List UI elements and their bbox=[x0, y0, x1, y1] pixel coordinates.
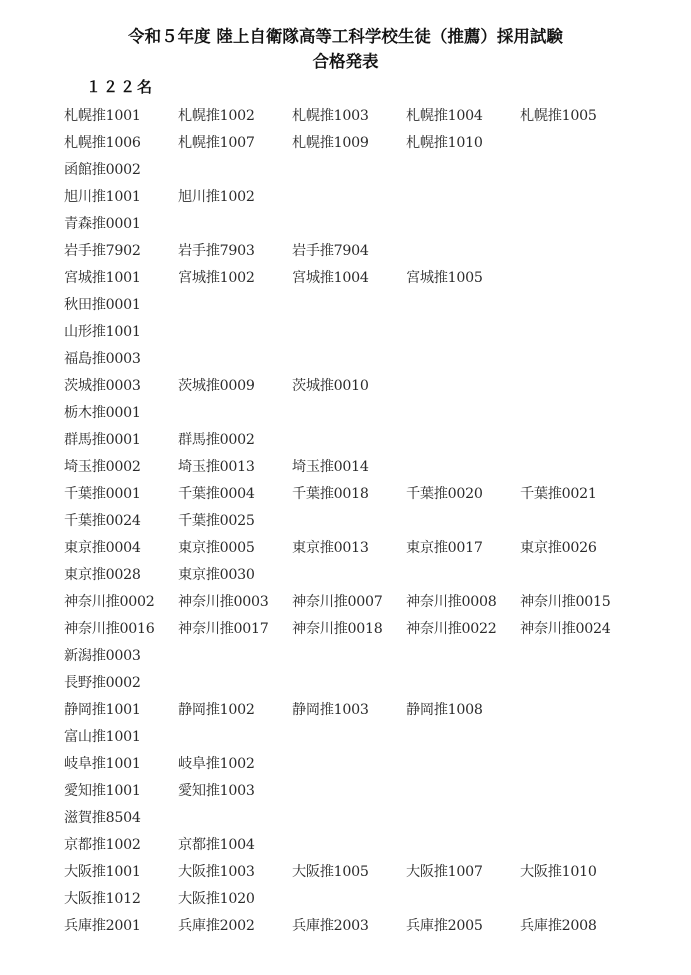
candidate-number: 埼玉推0014 bbox=[292, 458, 369, 475]
candidate-row bbox=[64, 182, 664, 209]
candidate-number: 岩手推7902 bbox=[64, 242, 141, 259]
candidate-number: 神奈川推0007 bbox=[292, 593, 383, 610]
document-title: 令和５年度 陸上自衛隊高等工科学校生徒（推薦）採用試験 bbox=[128, 27, 563, 46]
candidate-number: 神奈川推0018 bbox=[292, 620, 383, 637]
candidate-number: 茨城推0003 bbox=[64, 377, 141, 394]
candidate-row bbox=[64, 533, 664, 560]
candidate-row bbox=[64, 722, 664, 749]
candidate-number: 神奈川推0002 bbox=[64, 593, 155, 610]
candidate-number: 札幌推1006 bbox=[64, 134, 141, 151]
candidate-number: 兵庫推2005 bbox=[406, 917, 483, 934]
candidate-number: 東京推0004 bbox=[64, 539, 141, 556]
candidate-row bbox=[64, 506, 664, 533]
candidate-row bbox=[64, 236, 664, 263]
candidate-number: 滋賀推8504 bbox=[64, 809, 141, 826]
candidate-number: 静岡推1003 bbox=[292, 701, 369, 718]
candidate-number: 秋田推0001 bbox=[64, 296, 141, 313]
candidate-number: 千葉推0024 bbox=[64, 512, 141, 529]
candidate-number: 旭川推1001 bbox=[64, 188, 141, 205]
candidate-row bbox=[64, 128, 664, 155]
candidate-number: 宮城推1001 bbox=[64, 269, 141, 286]
candidate-number: 千葉推0004 bbox=[178, 485, 255, 502]
candidate-number: 岩手推7903 bbox=[178, 242, 255, 259]
candidate-number: 宮城推1004 bbox=[292, 269, 369, 286]
candidate-number: 東京推0028 bbox=[64, 566, 141, 583]
candidate-row bbox=[64, 641, 664, 668]
candidate-number: 東京推0026 bbox=[520, 539, 597, 556]
candidate-number: 福島推0003 bbox=[64, 350, 141, 367]
candidate-number: 札幌推1004 bbox=[406, 107, 483, 124]
candidate-row bbox=[64, 101, 664, 128]
candidate-number: 大阪推1001 bbox=[64, 863, 141, 880]
candidate-number-list bbox=[64, 101, 664, 938]
candidate-row bbox=[64, 371, 664, 398]
candidate-number: 群馬推0001 bbox=[64, 431, 141, 448]
candidate-row bbox=[64, 830, 664, 857]
candidate-number: 新潟推0003 bbox=[64, 647, 141, 664]
candidate-number: 千葉推0025 bbox=[178, 512, 255, 529]
candidate-row bbox=[64, 344, 664, 371]
candidate-number: 札幌推1002 bbox=[178, 107, 255, 124]
candidate-row bbox=[64, 398, 664, 425]
candidate-row bbox=[64, 803, 664, 830]
candidate-number: 愛知推1003 bbox=[178, 782, 255, 799]
candidate-row bbox=[64, 425, 664, 452]
candidate-number: 兵庫推2002 bbox=[178, 917, 255, 934]
candidate-number: 山形推1001 bbox=[64, 323, 141, 340]
candidate-row bbox=[64, 452, 664, 479]
candidate-number: 神奈川推0003 bbox=[178, 593, 269, 610]
candidate-number: 宮城推1005 bbox=[406, 269, 483, 286]
candidate-number: 青森推0001 bbox=[64, 215, 141, 232]
candidate-number: 千葉推0018 bbox=[292, 485, 369, 502]
candidate-row bbox=[64, 317, 664, 344]
candidate-number: 札幌推1009 bbox=[292, 134, 369, 151]
candidate-number: 千葉推0020 bbox=[406, 485, 483, 502]
candidate-number: 大阪推1020 bbox=[178, 890, 255, 907]
candidate-number: 岐阜推1002 bbox=[178, 755, 255, 772]
candidate-number: 大阪推1005 bbox=[292, 863, 369, 880]
candidate-number: 大阪推1007 bbox=[406, 863, 483, 880]
candidate-number: 千葉推0021 bbox=[520, 485, 597, 502]
candidate-row bbox=[64, 290, 664, 317]
candidate-number: 神奈川推0008 bbox=[406, 593, 497, 610]
candidate-number: 富山推1001 bbox=[64, 728, 141, 745]
candidate-row bbox=[64, 857, 664, 884]
candidate-number: 京都推1004 bbox=[178, 836, 255, 853]
candidate-number: 栃木推0001 bbox=[64, 404, 141, 421]
candidate-row bbox=[64, 263, 664, 290]
candidate-number: 静岡推1002 bbox=[178, 701, 255, 718]
candidate-number: 旭川推1002 bbox=[178, 188, 255, 205]
candidate-row bbox=[64, 668, 664, 695]
candidate-row bbox=[64, 749, 664, 776]
candidate-row bbox=[64, 560, 664, 587]
candidate-number: 神奈川推0016 bbox=[64, 620, 155, 637]
candidate-number: 岩手推7904 bbox=[292, 242, 369, 259]
candidate-number: 埼玉推0002 bbox=[64, 458, 141, 475]
candidate-number: 札幌推1007 bbox=[178, 134, 255, 151]
candidate-number: 神奈川推0024 bbox=[520, 620, 611, 637]
document-subtitle: 合格発表 bbox=[312, 52, 379, 71]
candidate-number: 兵庫推2008 bbox=[520, 917, 597, 934]
candidate-number: 神奈川推0017 bbox=[178, 620, 269, 637]
candidate-number: 東京推0005 bbox=[178, 539, 255, 556]
candidate-number: 茨城推0010 bbox=[292, 377, 369, 394]
candidate-row bbox=[64, 776, 664, 803]
candidate-number: 神奈川推0022 bbox=[406, 620, 497, 637]
candidate-number: 千葉推0001 bbox=[64, 485, 141, 502]
passer-count: １２２名 bbox=[86, 78, 155, 96]
candidate-number: 大阪推1010 bbox=[520, 863, 597, 880]
candidate-number: 函館推0002 bbox=[64, 161, 141, 178]
candidate-row bbox=[64, 884, 664, 911]
candidate-number: 茨城推0009 bbox=[178, 377, 255, 394]
candidate-number: 札幌推1001 bbox=[64, 107, 141, 124]
candidate-number: 東京推0030 bbox=[178, 566, 255, 583]
candidate-row bbox=[64, 155, 664, 182]
candidate-number: 札幌推1010 bbox=[406, 134, 483, 151]
candidate-number: 長野推0002 bbox=[64, 674, 141, 691]
candidate-number: 宮城推1002 bbox=[178, 269, 255, 286]
candidate-number: 静岡推1008 bbox=[406, 701, 483, 718]
candidate-number: 兵庫推2001 bbox=[64, 917, 141, 934]
candidate-number: 東京推0017 bbox=[406, 539, 483, 556]
candidate-row bbox=[64, 587, 664, 614]
candidate-row bbox=[64, 614, 664, 641]
candidate-number: 愛知推1001 bbox=[64, 782, 141, 799]
candidate-row bbox=[64, 479, 664, 506]
candidate-number: 埼玉推0013 bbox=[178, 458, 255, 475]
candidate-number: 神奈川推0015 bbox=[520, 593, 611, 610]
candidate-row bbox=[64, 209, 664, 236]
candidate-number: 東京推0013 bbox=[292, 539, 369, 556]
candidate-number: 大阪推1003 bbox=[178, 863, 255, 880]
candidate-number: 岐阜推1001 bbox=[64, 755, 141, 772]
candidate-number: 静岡推1001 bbox=[64, 701, 141, 718]
candidate-number: 兵庫推2003 bbox=[292, 917, 369, 934]
candidate-number: 大阪推1012 bbox=[64, 890, 141, 907]
candidate-number: 京都推1002 bbox=[64, 836, 141, 853]
candidate-number: 群馬推0002 bbox=[178, 431, 255, 448]
candidate-number: 札幌推1005 bbox=[520, 107, 597, 124]
candidate-row bbox=[64, 911, 664, 938]
candidate-number: 札幌推1003 bbox=[292, 107, 369, 124]
candidate-row bbox=[64, 695, 664, 722]
